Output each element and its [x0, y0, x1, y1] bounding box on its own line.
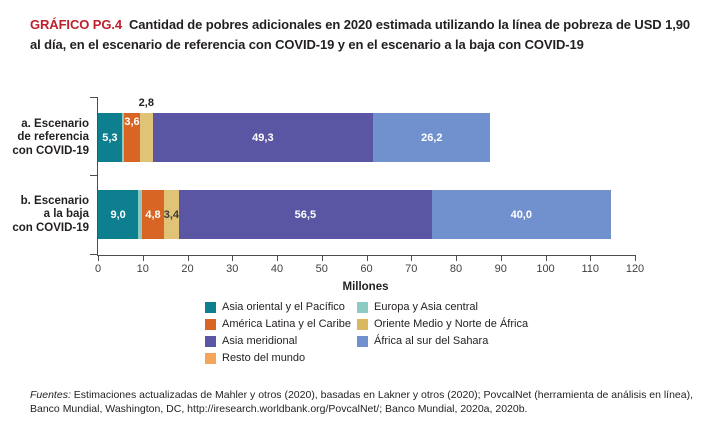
legend-swatch — [357, 336, 368, 347]
legend-swatch — [357, 302, 368, 313]
category-label-line: con COVID-19 — [12, 144, 89, 157]
legend-swatch — [205, 336, 216, 347]
category-label-line: a la baja — [43, 207, 89, 220]
legend-swatch — [205, 302, 216, 313]
segment-value-label: 3,6 — [124, 116, 140, 128]
legend-label: África al sur del Sahara — [374, 335, 489, 347]
x-axis-tick-label: 90 — [494, 263, 507, 275]
plot-area — [12, 97, 645, 275]
x-axis-tick — [367, 255, 368, 261]
category-label-line: a. Escenario — [21, 117, 89, 130]
x-axis-tick-label: 50 — [315, 263, 328, 275]
x-axis-tick — [232, 255, 233, 261]
bar-segment — [98, 190, 138, 239]
x-axis-tick-label: 110 — [581, 263, 600, 275]
bar-segment — [373, 113, 490, 162]
segment-value-label: 9,0 — [110, 208, 126, 221]
x-axis-tick-label: 20 — [181, 263, 194, 275]
bar-segment — [432, 190, 611, 239]
legend-item — [357, 318, 528, 330]
x-axis-tick-label: 30 — [226, 263, 239, 275]
bar-segment — [98, 113, 122, 162]
x-axis-tick — [590, 255, 591, 261]
sources-prefix: Fuentes: — [30, 389, 71, 401]
category-label-b — [0, 194, 89, 235]
legend-label: Asia oriental y el Pacífico — [222, 301, 345, 313]
stacked-bar-a — [98, 97, 635, 162]
x-axis-tick — [456, 255, 457, 261]
legend-swatch — [205, 353, 216, 364]
x-axis-tick — [411, 255, 412, 261]
figure-number: GRÁFICO PG.4 — [30, 17, 122, 32]
segment-value-label: 3,4 — [163, 208, 179, 221]
category-label-line: de referencia — [17, 130, 89, 143]
x-axis-tick — [322, 255, 323, 261]
segment-value-label: 56,5 — [294, 208, 317, 221]
x-axis-tick — [143, 255, 144, 261]
stacked-bar-b — [98, 190, 635, 239]
bar-segment — [124, 113, 140, 162]
bar-row-scenario-a — [12, 97, 635, 162]
legend-swatch — [205, 319, 216, 330]
segment-value-label: 49,3 — [252, 131, 274, 144]
segment-value-label: 5,3 — [102, 131, 118, 144]
legend-item — [205, 352, 357, 364]
sources-text: Estimaciones actualizadas de Mahler y otros (2020), basadas en Lakner y otros (2020); PovcalNet (herramienta de análisis en línea), Banco Mundial, Washington, DC, http://iresearch.worldbank.org/PovcalNet/; Banco Mundial, 2020a, 2020b. — [30, 389, 694, 415]
bar-segment — [164, 190, 179, 239]
x-axis-tick — [188, 255, 189, 261]
x-axis-tick-label: 60 — [360, 263, 373, 275]
segment-value-label: 26,2 — [421, 131, 443, 144]
bar-row-scenario-b — [12, 190, 635, 239]
x-axis-tick-label: 10 — [136, 263, 149, 275]
y-axis-tick — [90, 97, 98, 98]
x-axis-tick-label: 80 — [449, 263, 463, 275]
legend — [205, 301, 528, 364]
figure-title — [30, 15, 692, 55]
x-axis-tick — [501, 255, 502, 261]
category-label-line: con COVID-19 — [12, 221, 89, 234]
segment-value-label: 2,8 — [138, 97, 154, 109]
figure-title-text: Cantidad de pobres adicionales en 2020 estimada utilizando la línea de pobreza de USD 1,90 al día, en el escenario de referencia con COVID-19 y en el escenario a la baja con COVID-19 — [30, 17, 690, 52]
legend-label: Europa y Asia central — [374, 301, 478, 313]
segment-value-label: 4,8 — [145, 208, 161, 221]
bar-segment — [153, 113, 374, 162]
bar-segment — [179, 190, 432, 239]
segment-value-label: 40,0 — [510, 208, 532, 221]
legend-label: Oriente Medio y Norte de África — [374, 318, 529, 330]
bar-segment — [138, 97, 154, 162]
y-axis-tick — [90, 175, 98, 176]
legend-item — [205, 318, 357, 330]
x-axis-tick-label: 40 — [270, 263, 284, 275]
category-label-line: b. Escenario — [20, 194, 89, 207]
legend-item — [357, 301, 528, 313]
x-axis-tick — [546, 255, 547, 261]
legend-label: Asia meridional — [222, 335, 298, 347]
legend-item — [205, 335, 357, 347]
x-axis-tick-label: 120 — [625, 263, 645, 275]
legend-swatch — [357, 319, 368, 330]
x-axis-tick-label: 70 — [405, 263, 418, 275]
sources — [30, 388, 694, 416]
x-axis-tick — [277, 255, 278, 261]
x-axis-tick-label: 0 — [94, 263, 102, 275]
bar-segment — [142, 190, 163, 239]
x-axis-tick-label: 100 — [536, 263, 555, 275]
legend-label: Resto del mundo — [222, 352, 306, 364]
legend-label: América Latina y el Caribe — [222, 318, 352, 330]
legend-item — [357, 335, 528, 347]
x-axis-tick — [635, 255, 636, 261]
y-axis-tick — [90, 254, 98, 255]
x-axis-unit-label: Millones — [342, 281, 389, 293]
category-label-a — [0, 117, 89, 158]
x-axis-tick — [98, 255, 99, 261]
legend-item — [205, 301, 357, 313]
